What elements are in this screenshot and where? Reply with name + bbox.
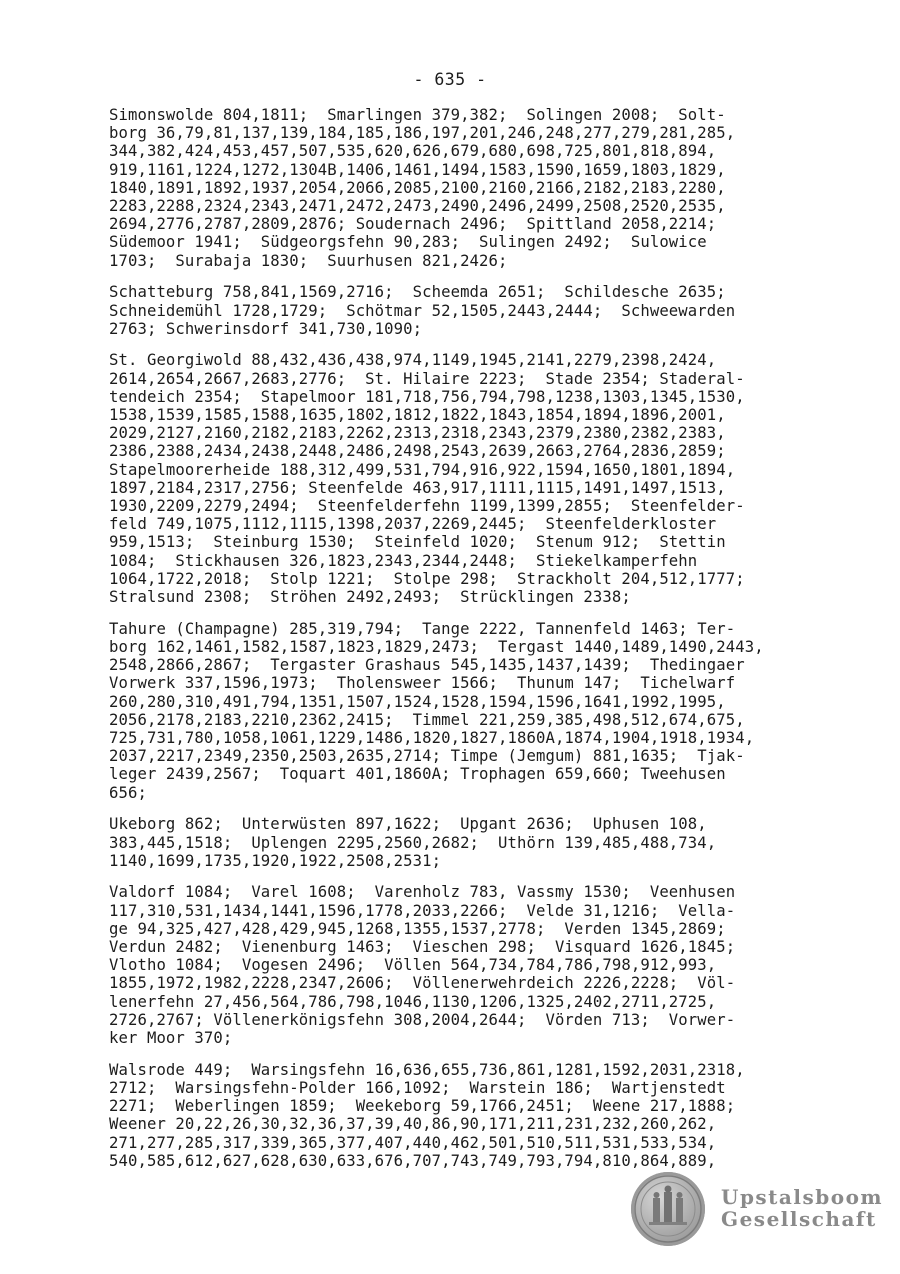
index-content [109, 106, 869, 1183]
index-line: Simonswolde 804,1811; Smarlingen 379,382; Solingen 2008; Solt- [109, 106, 726, 124]
index-line: Stralsund 2308; Ströhen 2492,2493; Strücklingen 2338; [109, 588, 631, 607]
index-line: 2029,2127,2160,2182,2183,2262,2313,2318,2343,2379,2380,2382,2383, [109, 424, 726, 443]
index-line: 2694,2776,2787,2809,2876; Soudernach 2496; Spittland 2058,2214; [109, 215, 717, 234]
index-line: 1897,2184,2317,2756; Steenfelde 463,917,1111,1115,1491,1497,1513, [109, 478, 726, 497]
index-line: Vlotho 1084; Vogesen 2496; Völlen 564,734,784,786,798,912,993, [109, 956, 717, 975]
publisher-logo [631, 1172, 884, 1246]
index-line: 2271; Weberlingen 1859; Weekeborg 59,1766,2451; Weene 217,1888; [109, 1097, 736, 1116]
logo-text [721, 1186, 883, 1230]
index-line: 1930,2209,2279,2494; Steenfelderfehn 1199,1399,2855; Steenfelder- [109, 497, 745, 516]
index-line: 260,280,310,491,794,1351,1507,1524,1528,1594,1596,1641,1992,1995, [109, 692, 726, 711]
index-line: 1064,1722,2018; Stolp 1221; Stolpe 298; Strackholt 204,512,1777; [109, 569, 745, 588]
index-line: Südemoor 1941; Südgeorgsfehn 90,283; Sulingen 2492; Sulowice [109, 233, 707, 252]
index-line: 2763; Schwerinsdorf 341,730,1090; [109, 319, 423, 338]
index-line: 117,310,531,1434,1441,1596,1778,2033,2266; Velde 31,1216; Vella- [109, 901, 736, 920]
index-line: 1703; Surabaja 1830; Suurhusen 821,2426; [109, 251, 508, 270]
index-line: lenerfehn 27,456,564,786,798,1046,1130,1206,1325,2402,2711,2725, [109, 992, 717, 1011]
index-line: ker Moor 370; [109, 1029, 233, 1048]
index-line: 959,1513; Steinburg 1530; Steinfeld 1020; Stenum 912; Stettin [109, 533, 726, 552]
index-line: 344,382,424,453,457,507,535,620,626,679,680,698,725,801,818,894, [109, 142, 717, 161]
index-line: Ukeborg 862; Unterwüsten 897,1622; Upgant 2636; Uphusen 108, [109, 815, 707, 834]
index-line: 2056,2178,2183,2210,2362,2415; Timmel 221,259,385,498,512,674,675, [109, 710, 745, 729]
index-line: 1538,1539,1585,1588,1635,1802,1812,1822,1843,1854,1894,1896,2001, [109, 406, 726, 425]
index-line: 383,445,1518; Uplengen 2295,2560,2682; Uthörn 139,485,488,734, [109, 833, 717, 852]
index-line: Valdorf 1084; Varel 1608; Varenholz 783, Vassmy 1530; Veenhusen [109, 883, 736, 902]
index-line: 725,731,780,1058,1061,1229,1486,1820,1827,1860A,1874,1904,1918,1934, [109, 729, 755, 747]
logo-line-2: Gesellschaft [721, 1207, 877, 1231]
index-paragraph [109, 883, 869, 1047]
index-line: 2712; Warsingsfehn-Polder 166,1092; Warstein 186; Wartjenstedt [109, 1078, 726, 1097]
index-paragraph [109, 283, 869, 338]
index-line: Verdun 2482; Vienenburg 1463; Vieschen 298; Visquard 1626,1845; [109, 938, 736, 957]
seal-icon [631, 1172, 705, 1246]
index-paragraph [109, 620, 869, 802]
index-line: 1084; Stickhausen 326,1823,2343,2344,2448; Stiekelkamperfehn [109, 551, 698, 570]
index-line: 919,1161,1224,1272,1304B,1406,1461,1494,1583,1590,1659,1803,1829, [109, 160, 726, 179]
index-line: 2283,2288,2324,2343,2471,2472,2473,2490,2496,2499,2508,2520,2535, [109, 197, 726, 216]
index-line: 271,277,285,317,339,365,377,407,440,462,501,510,511,531,533,534, [109, 1133, 717, 1152]
index-line: Tahure (Champagne) 285,319,794; Tange 2222, Tannenfeld 1463; Ter- [109, 619, 736, 638]
index-line: 2386,2388,2434,2438,2448,2486,2498,2543,2639,2663,2764,2836,2859; [109, 442, 726, 461]
page-number: - 635 - [413, 70, 487, 89]
index-line: borg 162,1461,1582,1587,1823,1829,2473; Tergast 1440,1489,1490,2443, [109, 637, 764, 656]
index-line: 2037,2217,2349,2350,2503,2635,2714; Timpe (Jemgum) 881,1635; Tjak- [109, 747, 745, 766]
index-paragraph [109, 815, 869, 870]
index-line: 656; [109, 783, 147, 802]
index-line: ge 94,325,427,428,429,945,1268,1355,1537,2778; Verden 1345,2869; [109, 919, 726, 938]
index-paragraph [109, 1061, 869, 1170]
logo-line-1: Upstalsboom [721, 1185, 884, 1209]
index-line: tendeich 2354; Stapelmoor 181,718,756,794,798,1238,1303,1345,1530, [109, 387, 745, 406]
index-paragraph [109, 351, 869, 606]
index-line: 2614,2654,2667,2683,2776; St. Hilaire 2223; Stade 2354; Staderal- [109, 369, 745, 388]
index-line: Stapelmoorerheide 188,312,499,531,794,916,922,1594,1650,1801,1894, [109, 460, 736, 479]
index-line: Weener 20,22,26,30,32,36,37,39,40,86,90,171,211,231,232,260,262, [109, 1115, 717, 1134]
index-line: 540,585,612,627,628,630,633,676,707,743,749,793,794,810,864,889, [109, 1151, 717, 1170]
index-line: 1140,1699,1735,1920,1922,2508,2531; [109, 851, 442, 870]
index-line: 1840,1891,1892,1937,2054,2066,2085,2100,2160,2166,2182,2183,2280, [109, 178, 726, 197]
index-line: leger 2439,2567; Toquart 401,1860A; Trophagen 659,660; Tweehusen [109, 765, 726, 784]
index-paragraph [109, 106, 869, 270]
index-line: Schatteburg 758,841,1569,2716; Scheemda 2651; Schildesche 2635; [109, 283, 726, 302]
index-line: feld 749,1075,1112,1115,1398,2037,2269,2445; Steenfelderkloster [109, 515, 717, 534]
index-line: 2548,2866,2867; Tergaster Grashaus 545,1435,1437,1439; Thedingaer [109, 656, 745, 675]
index-line: Vorwerk 337,1596,1973; Tholensweer 1566; Thunum 147; Tichelwarf [109, 674, 736, 693]
index-line: 2726,2767; Völlenerkönigsfehn 308,2004,2644; Vörden 713; Vorwer- [109, 1010, 736, 1029]
index-line: St. Georgiwold 88,432,436,438,974,1149,1945,2141,2279,2398,2424, [109, 351, 717, 370]
index-line: Schneidemühl 1728,1729; Schötmar 52,1505,2443,2444; Schweewarden [109, 301, 736, 320]
index-line: 1855,1972,1982,2228,2347,2606; Völlenerwehrdeich 2226,2228; Völ- [109, 974, 736, 993]
index-line: borg 36,79,81,137,139,184,185,186,197,201,246,248,277,279,281,285, [109, 124, 736, 143]
index-line: Walsrode 449; Warsingsfehn 16,636,655,736,861,1281,1592,2031,2318, [109, 1060, 745, 1079]
